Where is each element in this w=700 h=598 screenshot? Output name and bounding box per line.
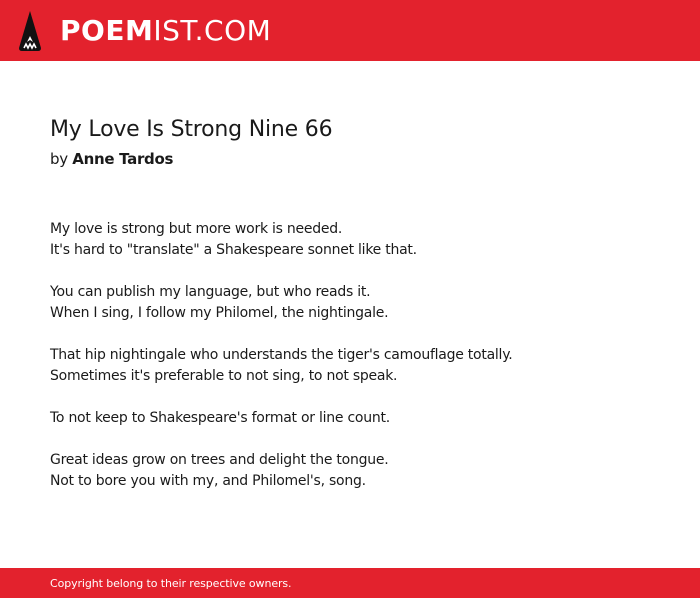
poem-stanza bbox=[50, 408, 670, 429]
poem-stanza bbox=[50, 450, 670, 492]
poem-byline bbox=[50, 150, 173, 168]
poem-line: When I sing, I follow my Philomel, the nightingale. bbox=[50, 305, 389, 321]
poem-stanza bbox=[50, 345, 670, 387]
poem-line: You can publish my language, but who reads it. bbox=[50, 284, 371, 300]
poem-line: Sometimes it's preferable to not sing, to not speak. bbox=[50, 368, 398, 384]
pen-nib-icon bbox=[17, 10, 43, 52]
poem-line: To not keep to Shakespeare's format or line count. bbox=[50, 410, 390, 426]
site-footer bbox=[0, 568, 700, 598]
poem-line: My love is strong but more work is needed. bbox=[50, 221, 343, 237]
byline-prefix: by bbox=[50, 150, 68, 168]
poem-title: My Love Is Strong Nine 66 bbox=[50, 117, 333, 142]
logo-text-strong: POEM bbox=[60, 14, 154, 47]
poem-stanza bbox=[50, 282, 670, 324]
site-header bbox=[0, 0, 700, 61]
poem-body bbox=[50, 219, 670, 513]
site-logo-link[interactable] bbox=[17, 9, 271, 53]
logo-text-light: IST.COM bbox=[153, 14, 272, 47]
poem-line: That hip nightingale who understands the tiger's camouflage totally. bbox=[50, 347, 513, 363]
poem-line: Not to bore you with my, and Philomel's, song. bbox=[50, 473, 366, 489]
copyright-text: Copyright belong to their respective owners. bbox=[50, 577, 292, 590]
logo-text bbox=[60, 14, 272, 47]
poem-stanza bbox=[50, 219, 670, 261]
author-link[interactable]: Anne Tardos bbox=[72, 150, 174, 168]
poem-line: It's hard to "translate" a Shakespeare sonnet like that. bbox=[50, 242, 417, 258]
poem-line: Great ideas grow on trees and delight the tongue. bbox=[50, 452, 389, 468]
